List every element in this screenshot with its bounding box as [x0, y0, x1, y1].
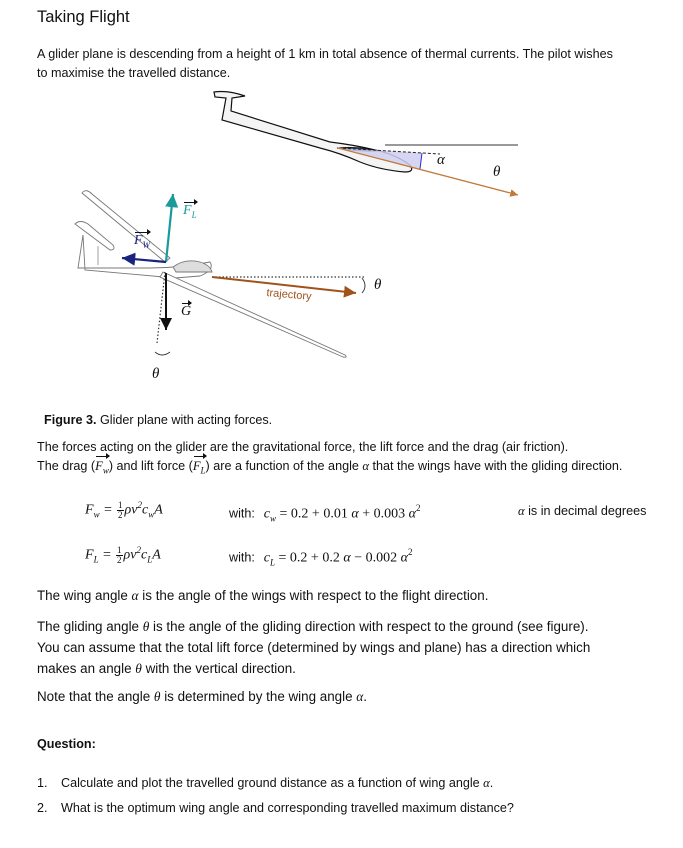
page-title: Taking Flight [37, 8, 130, 26]
wing-angle-paragraph: The wing angle α is the angle of the wings with respect to the flight direction. [37, 588, 489, 603]
caption-label: Figure 3. [44, 413, 97, 427]
drag-vector-symbol: $F_W$ [134, 233, 151, 250]
tilted-dotted-line [157, 272, 165, 343]
intro-line-2: to maximise the travelled distance. [37, 66, 231, 80]
fw-symbol: $F_w$ [95, 457, 109, 481]
drag-coefficient-definition: with: $c_w = 0.2 + 0.01$ α + 0.003 $\alpha^2$ [229, 503, 421, 524]
question-item: 2. What is the optimum wing angle and corresponding travelled maximum distance? [37, 801, 514, 815]
intro-paragraph [37, 45, 677, 83]
drag-lift-line: The drag $(F_w)$ and lift force $(F_L)$ are a function of the angle α that the wings have with the gliding direction. [37, 457, 677, 481]
alpha-label-top: α [437, 152, 445, 168]
forces-paragraph [37, 438, 677, 481]
theta-label-right: θ [374, 277, 382, 293]
fl-symbol: $F_L$ [193, 457, 206, 481]
lift-coefficient-definition: with: $c_L = 0.2 + 0.2$ α − 0.002 $\alpha^2$ [229, 547, 413, 568]
drag-equation: $F_w$ = $\frac{1}{2}$ $\rho v^2c_wA$ [85, 499, 163, 520]
forces-line: The forces acting on the glider are the gravitational force, the lift force and the drag (air friction). [37, 440, 569, 454]
intro-line-1: A glider plane is descending from a height of 1 km in total absence of thermal currents. The pilot wishes [37, 47, 613, 61]
right-theta-arc [362, 278, 365, 293]
note-paragraph: Note that the angle θ is determined by the wing angle α. [37, 689, 368, 704]
caption-text: Glider plane with acting forces. [96, 413, 273, 427]
alpha-unit-note: α is in decimal degrees [518, 504, 647, 518]
top-glider-diagram [214, 92, 518, 196]
lift-force-label [183, 203, 197, 220]
flight-direction-arrow [338, 148, 518, 195]
gliding-angle-paragraph: The gliding angle θ is the angle of the gliding direction with respect to the ground (see figure). You can assume that the total lift force (determined by wings and plane) has a direction which makes an angle θ with the vertical direction. [37, 619, 591, 676]
question-item: 1. Calculate and plot the travelled ground distance as a function of wing angle α. [37, 776, 494, 790]
glider-figure [0, 85, 683, 395]
lift-equation: $F_L$ = $\frac{1}{2}$ $\rho v^2c_LA$ [85, 544, 161, 565]
upper-wing [82, 191, 170, 262]
theta-label-bottom: θ [152, 366, 160, 382]
question-list [37, 774, 514, 818]
force-diagram [75, 191, 365, 358]
gravity-label: G [181, 304, 192, 319]
lift-vector-symbol: $F_L$ [183, 203, 197, 220]
trajectory-label: trajectory [265, 287, 313, 303]
drag-force-label [134, 233, 150, 250]
figure-caption [44, 411, 272, 430]
tail-fin [75, 222, 114, 251]
drag-force-arrow [122, 258, 166, 262]
lift-force-arrow [166, 194, 173, 262]
theta-label-top: θ [493, 164, 501, 180]
bottom-theta-arc [155, 352, 170, 355]
question-heading: Question: [37, 737, 96, 751]
